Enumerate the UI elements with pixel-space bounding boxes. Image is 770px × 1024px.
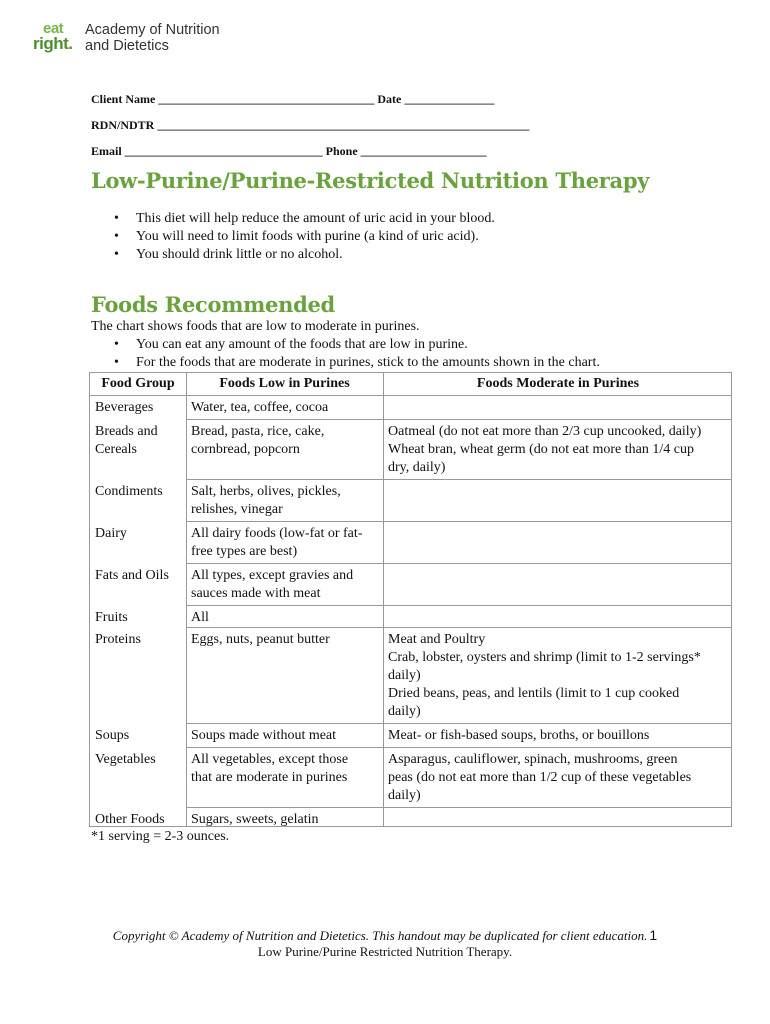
intro-bullet-list (114, 210, 495, 264)
rdn-field[interactable]: RDN/NDTR ______________________________________________________________ (91, 118, 530, 132)
page-footer (0, 927, 770, 960)
logo-line-1: Academy of Nutrition (85, 22, 220, 38)
low-purine-text: Salt, herbs, olives, pickles, (191, 484, 341, 499)
low-purine-text: Soups made without meat (191, 728, 337, 743)
low-purine-text: Sugars, sweets, gelatin (191, 812, 319, 827)
low-purine-text: All vegetables, except those (191, 752, 349, 767)
moderate-purine-text: dry, daily) (388, 460, 446, 475)
table-row (90, 627, 733, 723)
table-row (90, 395, 733, 419)
table-row (90, 723, 733, 747)
food-table (89, 372, 732, 827)
intro-bullet: • You should drink little or no alcohol. (114, 246, 495, 264)
page-title: Low-Purine/Purine-Restricted Nutrition Therapy (91, 168, 650, 193)
moderate-purine-cell (388, 423, 701, 477)
date-field[interactable]: Date _______________ (377, 92, 495, 106)
serving-footnote: *1 serving = 2-3 ounces. (91, 829, 230, 844)
moderate-purine-cell (388, 631, 701, 721)
academy-logo (33, 20, 220, 56)
client-info-fields (91, 92, 529, 170)
chart-bullet: • For the foods that are moderate in purines, stick to the amounts shown in the chart. (114, 354, 600, 372)
phone-field[interactable]: Phone _____________________ (325, 144, 487, 158)
chart-bullet-list (114, 336, 600, 372)
logo-mark-bottom: right. (33, 34, 73, 53)
moderate-purine-text: daily) (388, 704, 421, 719)
page-number: 1 (649, 927, 658, 943)
client-name-field[interactable]: Client Name ____________________________________ (91, 92, 375, 106)
low-purine-text: Water, tea, coffee, cocoa (191, 400, 329, 415)
copyright-notice: Copyright © Academy of Nutrition and Dietetics. This handout may be duplicated for client education. (112, 928, 648, 943)
moderate-purine-text: daily) (388, 788, 421, 803)
logo-organization-name (85, 22, 220, 54)
table-row (90, 521, 733, 563)
food-group-cell: Breads and Cereals (95, 424, 158, 457)
table-row (90, 807, 733, 828)
low-purine-cell (191, 567, 353, 603)
email-field[interactable]: Email _________________________________ (91, 144, 323, 158)
moderate-purine-text: daily) (388, 668, 421, 683)
low-purine-cell (191, 609, 209, 627)
low-purine-cell (191, 483, 341, 519)
low-purine-text: cornbread, popcorn (191, 442, 300, 457)
low-purine-cell (191, 727, 336, 745)
low-purine-text: All (191, 610, 209, 625)
logo-mark-top: eat (43, 20, 64, 37)
moderate-purine-text: Crab, lobster, oysters and shrimp (limit to 1-2 servings* (388, 650, 701, 665)
table-header-cell: Foods Low in Purines (219, 376, 350, 391)
low-purine-text: Bread, pasta, rice, cake, (191, 424, 325, 439)
low-purine-text: relishes, vinegar (191, 502, 283, 517)
low-purine-cell (191, 631, 330, 649)
table-row (90, 563, 733, 605)
table-row (90, 747, 733, 807)
low-purine-text: free types are best) (191, 544, 298, 559)
low-purine-cell (191, 525, 362, 561)
moderate-purine-text: Asparagus, cauliflower, spinach, mushrooms, green (388, 752, 678, 767)
moderate-purine-text: Oatmeal (do not eat more than 2/3 cup uncooked, daily) (388, 424, 702, 439)
moderate-purine-text: Dried beans, peas, and lentils (limit to 1 cup cooked (388, 686, 680, 701)
table-header-cell: Food Group (101, 376, 175, 391)
low-purine-text: All types, except gravies and (191, 568, 354, 583)
moderate-purine-text: Meat and Poultry (388, 632, 486, 647)
food-group-cell: Dairy (95, 526, 127, 541)
low-purine-cell (191, 811, 319, 829)
low-purine-cell (191, 751, 348, 787)
food-group-cell: Other Foods (95, 812, 165, 827)
chart-intro: The chart shows foods that are low to moderate in purines. (91, 319, 420, 334)
table-header-cell: Foods Moderate in Purines (476, 376, 640, 391)
food-group-cell: Condiments (95, 484, 163, 499)
food-group-cell: Vegetables (95, 752, 156, 767)
low-purine-cell (191, 399, 328, 417)
intro-bullet: • This diet will help reduce the amount of uric acid in your blood. (114, 210, 495, 228)
table-row (90, 605, 733, 627)
moderate-purine-text: Meat- or fish-based soups, broths, or bouillons (388, 728, 650, 743)
low-purine-text: All dairy foods (low-fat or fat- (191, 526, 363, 541)
footer-subtitle: Low Purine/Purine Restricted Nutrition Therapy. (257, 944, 513, 959)
low-purine-text: that are moderate in purines (191, 770, 348, 785)
low-purine-cell (191, 423, 324, 459)
section-heading: Foods Recommended (91, 292, 335, 317)
logo-line-2: and Dietetics (85, 38, 169, 54)
food-group-cell: Soups (95, 728, 130, 743)
eat-right-logo-icon (33, 20, 79, 56)
low-purine-text: sauces made with meat (191, 586, 321, 601)
table-row (90, 479, 733, 521)
moderate-purine-text: Wheat bran, wheat germ (do not eat more than 1/4 cup (388, 442, 694, 457)
food-group-cell: Proteins (95, 632, 141, 647)
moderate-purine-cell (388, 727, 649, 745)
food-group-cell: Fruits (95, 610, 128, 625)
moderate-purine-text: peas (do not eat more than 1/2 cup of these vegetables (388, 770, 692, 785)
table-row (90, 419, 733, 479)
low-purine-text: Eggs, nuts, peanut butter (191, 632, 330, 647)
food-group-cell: Fats and Oils (95, 568, 169, 583)
chart-bullet: • You can eat any amount of the foods that are low in purine. (114, 336, 600, 354)
intro-bullet: • You will need to limit foods with purine (a kind of uric acid). (114, 228, 495, 246)
moderate-purine-cell (388, 751, 691, 805)
food-group-cell: Beverages (95, 400, 154, 415)
